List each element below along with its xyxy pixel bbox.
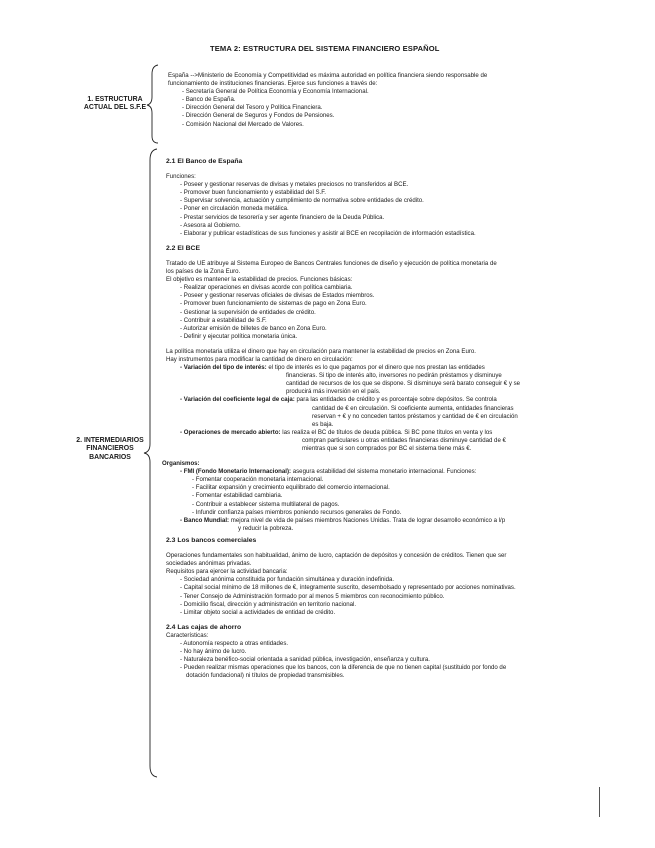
instrument-cont: producirá más inversión en el país. xyxy=(286,388,381,396)
bce-intro-line: los países de la Zona Euro. xyxy=(166,268,241,276)
list-item: - Dirección General del Tesoro y Política Financiera. xyxy=(182,104,323,112)
list-item: - Contribuir a establecer sistema multilateral de pagos. xyxy=(192,500,340,508)
list-item: - Dirección General de Seguros y Fondos de Pensiones. xyxy=(182,112,335,120)
instrument-cont: reservan + € y no conceden tantos préstamos y cantidad de € en circulación xyxy=(312,412,518,420)
list-item: - Autonomía respecto a otras entidades. xyxy=(180,639,289,647)
fmi-line xyxy=(166,468,520,476)
fmi-text: asegura estabilidad del sistema monetario internacional. Funciones: xyxy=(291,468,477,476)
instrument-coeficiente-caja xyxy=(166,396,520,404)
section2-label-line: FINANCIEROS xyxy=(86,445,134,453)
list-item: - Poseer y gestionar reservas de divisas y metales preciosos no transferidos al BCE. xyxy=(180,181,409,189)
list-item: - Realizar operaciones en divisas acorde con política cambiaria. xyxy=(180,284,353,292)
list-item: - Poner en circulación moneda metálica. xyxy=(180,205,289,213)
section1-intro-line: España -->Ministerio de Economía y Competitividad es máxima autoridad en política financiera siendo responsable de xyxy=(168,72,488,79)
fmi-label: - FMI (Fondo Monetario Internacional): xyxy=(180,468,292,476)
instrument-cont: cantidad de recursos de los que se dispone. Si disminuye será barato conseguir € y se xyxy=(286,380,521,388)
list-item: - Tener Consejo de Administración formado por al menos 5 miembros con reconocimiento público. xyxy=(180,592,445,600)
list-item: - Sociedad anónima constituida por fundación simultánea y duración indefinida. xyxy=(180,576,395,584)
section2-label-line: 2. INTERMEDIARIOS xyxy=(76,437,144,444)
organismos-label: Organismos: xyxy=(162,460,200,468)
margin-rule xyxy=(599,787,600,817)
section1-brace xyxy=(146,64,162,144)
list-item: - Fomentar cooperación monetaria internacional. xyxy=(192,476,324,484)
bce-intro-line: Tratado de UE atribuye al Sistema Europeo de Bancos Centrales funciones de diseño y ejecución de política monetaria de xyxy=(166,259,497,267)
list-item-cont: dotación fundacional) ni títulos de propiedad transmisibles. xyxy=(186,672,345,680)
instrument-text: las realiza el BC de títulos de deuda pública. Si BC pone títulos en venta y los xyxy=(280,428,493,436)
section1-label-line: ACTUAL DEL S.F.E xyxy=(83,104,147,112)
list-item: - Supervisar solvencia, actuación y cumplimiento de normativa sobre entidades de crédito. xyxy=(180,197,424,205)
list-item: - Contribuir a estabilidad de S.F. xyxy=(180,316,267,324)
list-item: - Facilitar expansión y crecimiento equilibrado del comercio internacional. xyxy=(192,484,390,492)
instrument-cont: compran particulares u otras entidades financieras disminuye cantidad de € xyxy=(302,436,506,444)
list-item: - Poseer y gestionar reservas oficiales de divisas de Estados miembros. xyxy=(180,292,375,300)
instrument-label: - Variación del tipo de interés: xyxy=(180,364,267,372)
instrument-cont: mientras que si son comprados por BC el sistema tiene más €. xyxy=(302,445,472,452)
instrument-cont: cantidad de € en circulación. Si coeficiente aumenta, entidades financieras xyxy=(312,404,514,412)
list-item: - Asesora al Gobierno. xyxy=(180,221,241,229)
bancos-intro-line: Requisitos para ejercer la actividad bancaria: xyxy=(166,568,288,576)
policy-line: La política monetaria utiliza el dinero que hay en circulación para mantener la estabilidad de precios en Zona Euro. xyxy=(166,347,476,355)
section-heading-banco-espana: 2.1 El Banco de España xyxy=(166,158,243,165)
instrument-label: - Variación del coeficiente legal de caja: xyxy=(180,396,295,404)
page-title: TEMA 2: ESTRUCTURA DEL SISTEMA FINANCIERO ESPAÑOL xyxy=(210,44,440,53)
list-item: - Prestar servicios de tesorería y ser agente financiero de la Deuda Pública. xyxy=(180,213,385,221)
banco-mundial-line xyxy=(166,517,520,525)
section1-label-line: 1. ESTRUCTURA xyxy=(87,96,143,103)
list-item: - Pueden realizar mismas operaciones que los bancos, con la diferencia de que no tienen capital (sustituido por fondo de xyxy=(180,664,507,672)
section2-label-line: BANCARIOS xyxy=(89,453,131,461)
list-item: - Gestionar la supervisión de entidades de crédito. xyxy=(180,308,316,316)
banco-mundial-label: - Banco Mundial: xyxy=(180,516,230,524)
section-heading-bce: 2.2 El BCE xyxy=(166,244,200,252)
instrument-label: - Operaciones de mercado abierto: xyxy=(180,428,281,436)
section-heading-bancos-comerciales: 2.3 Los bancos comerciales xyxy=(166,536,257,544)
list-item: - Domicilio fiscal, dirección y administración en territorio nacional. xyxy=(180,600,357,608)
section-heading-cajas-ahorro: 2.4 Las cajas de ahorro xyxy=(166,623,242,631)
section2-content xyxy=(162,158,521,680)
instrument-text: para las entidades de crédito y es porcentaje sobre depósitos. Se controla xyxy=(294,396,497,404)
caracteristicas-label: Características: xyxy=(166,631,209,639)
list-item: - Capital social mínimo de 18 millones de €, íntegramente suscrito, desembolsado y representado por acciones nominativas. xyxy=(180,584,516,592)
section1-intro-line: funcionamiento de instituciones financieras. Ejerce sus funciones a través de: xyxy=(168,80,378,88)
list-item: - Limitar objeto social a actividades de entidad de crédito. xyxy=(180,608,336,616)
list-item: - No hay ánimo de lucro. xyxy=(180,648,247,656)
instrument-tipo-interes xyxy=(166,364,520,372)
list-item: - Comisión Nacional del Mercado de Valores. xyxy=(182,120,304,128)
policy-line: Hay instrumentos para modificar la cantidad de dinero en circulación: xyxy=(166,355,353,363)
bce-intro-line: El objetivo es mantener la estabilidad de precios. Funciones básicas: xyxy=(166,276,353,284)
section1-content xyxy=(168,72,487,129)
list-item: - Elaborar y publicar estadísticas de sus funciones y asistir al BCE en recopilación de información estadística. xyxy=(180,229,476,237)
instrument-mercado-abierto xyxy=(166,429,520,437)
list-item: - Naturaleza benéfico-social orientada a sanidad pública, investigación, enseñanza y cultura. xyxy=(180,656,430,664)
list-item: - Promover buen funcionamiento y estabilidad del S.F. xyxy=(180,189,326,197)
bancos-intro-line: sociedades anónimas privadas. xyxy=(166,560,252,568)
list-item: - Fomentar estabilidad cambiaria. xyxy=(192,492,283,500)
instrument-cont: financieras. Si tipo de interés alto, inversores no pedirán préstamos y disminuye xyxy=(286,372,502,380)
list-item: - Promover buen funcionamiento de sistemas de pago en Zona Euro. xyxy=(180,300,367,308)
list-item: - Secretaría General de Política Economía y Economía Internacional. xyxy=(182,88,369,96)
list-item: - Definir y ejecutar política monetaria única. xyxy=(180,332,298,340)
bancos-intro-line: Operaciones fundamentales son habitualidad, ánimo de lucro, captación de depósitos y concesión de créditos. Tienen que ser xyxy=(166,552,507,560)
list-item: - Banco de España. xyxy=(182,96,236,104)
instrument-text: el tipo de interés es lo que pagamos por el dinero que nos prestan las entidades xyxy=(266,364,485,372)
funciones-label: Funciones: xyxy=(166,173,196,181)
list-item: - Autorizar emisión de billetes de banco en Zona Euro. xyxy=(180,324,327,332)
instrument-cont: es baja. xyxy=(312,420,334,428)
section2-brace xyxy=(143,148,161,778)
list-item: - Infundir confianza países miembros poniendo recursos generales de Fondo. xyxy=(192,508,402,516)
banco-mundial-cont: y reducir la pobreza. xyxy=(238,524,294,532)
banco-mundial-text: mejora nivel de vida de países miembros Naciones Unidas. Trata de lograr desarrollo económico a l/p xyxy=(229,516,506,524)
